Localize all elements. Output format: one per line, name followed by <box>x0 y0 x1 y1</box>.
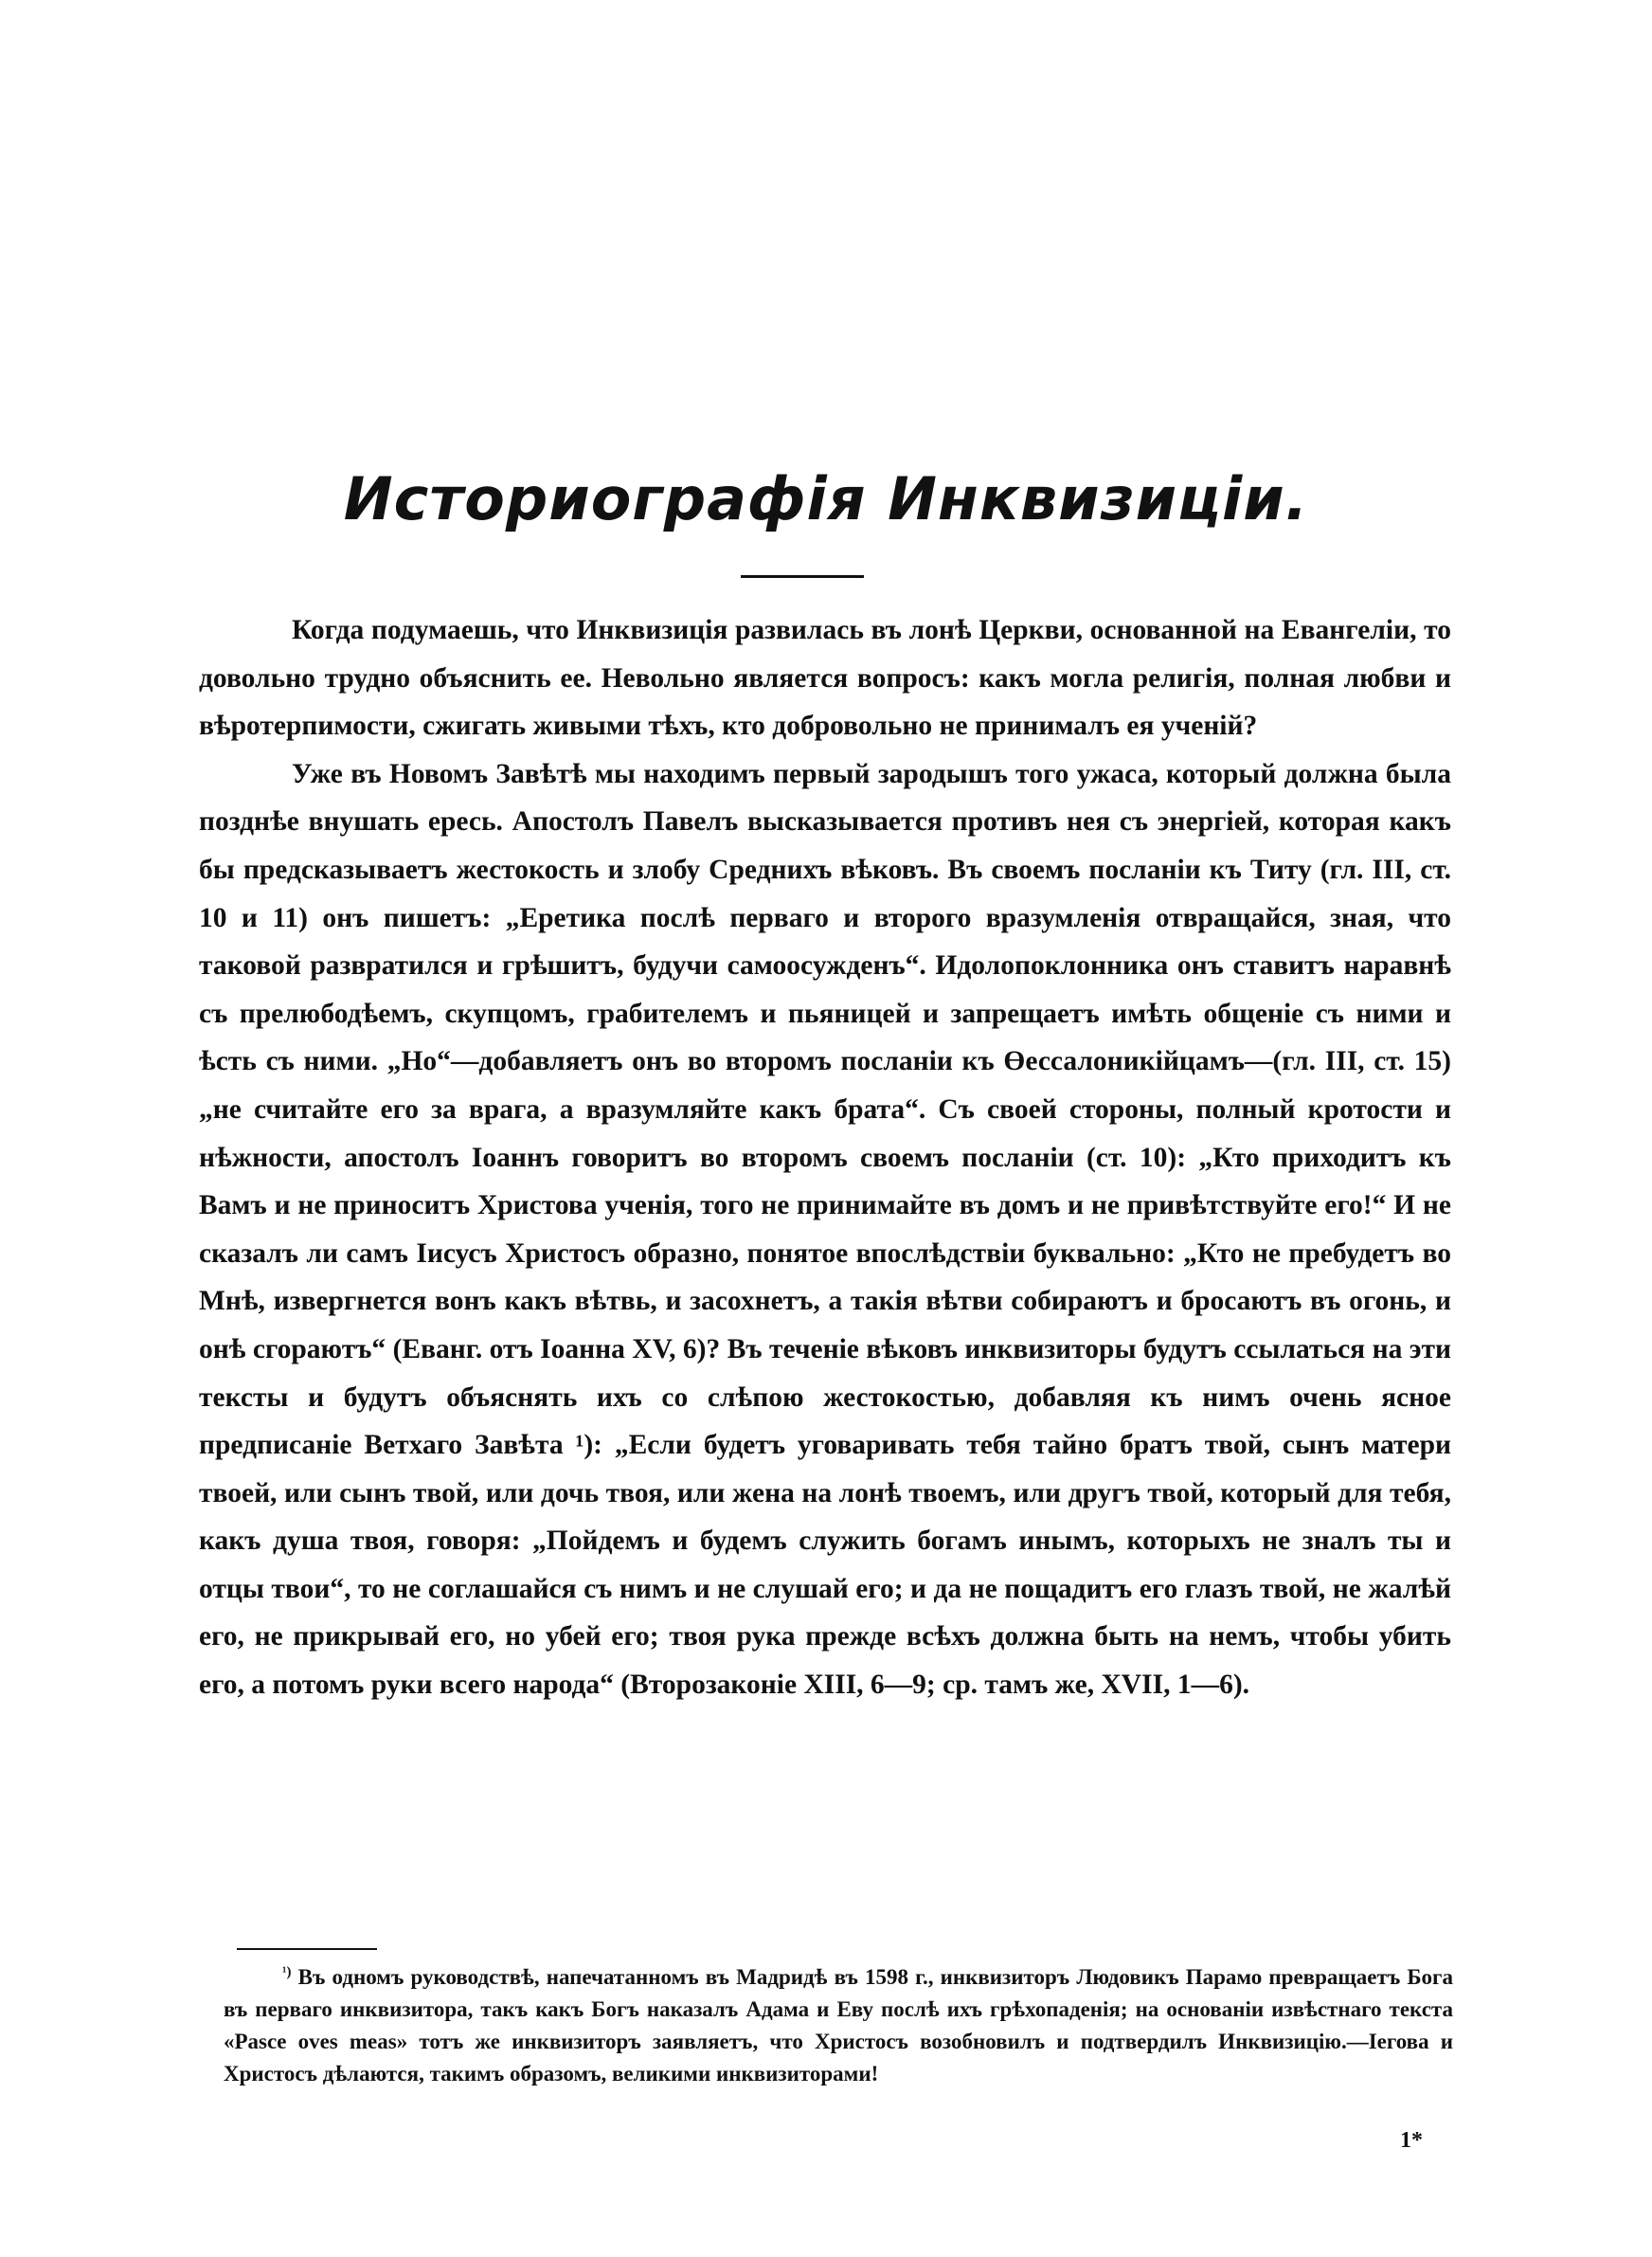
paragraph: Когда подумаешь, что Инквизиція развилась въ лонѣ Церкви, основанной на Евангеліи, то довольно трудно объяснить ее. Невольно является вопросъ: какъ могла религія, полная любви и вѣротерпимости, сжигать живыми тѣхъ, кто добровольно не принималъ ея ученій? <box>199 615 1451 742</box>
title-divider <box>741 575 864 578</box>
footnote-mark: ¹) <box>282 1964 292 1980</box>
signature-mark: 1* <box>1400 2128 1423 2153</box>
footnote-text: Въ одномъ руководствѣ, напечатанномъ въ Мадридѣ въ 1598 г., инквизиторъ Людовикъ Парамо превращаетъ Бога въ перваго инквизитора, такъ какъ Богъ наказалъ Адама и Еву послѣ ихъ грѣхопаденія; на основаніи извѣстнаго текста «Pasce oves meas» тотъ же инквизиторъ заявляетъ, что Христосъ возобновилъ и подтвердилъ Инквизицію.—Іегова и Христосъ дѣлаются, такимъ образомъ, великими инквизиторами! <box>224 1965 1453 2085</box>
footnote <box>224 1961 1453 2090</box>
footnote-divider <box>237 1948 377 1950</box>
paragraph: Уже въ Новомъ Завѣтѣ мы находимъ первый зародышъ того ужаса, который должна была позднѣе внушать ересь. Апостолъ Павелъ высказывается противъ нея съ энергіей, которая какъ бы предсказываетъ жестокость и злобу Среднихъ вѣковъ. Въ своемъ посланіи къ Титу (гл. III, ст. 10 и 11) онъ пишетъ: „Еретика послѣ перваго и второго вразумленія отвращайся, зная, что таковой развратился и грѣшитъ, будучи самоосужденъ“. Идолопоклонника онъ ставитъ наравнѣ съ прелюбодѣемъ, скупцомъ, грабителемъ и пьяницей и запрещаетъ имѣть общеніе съ ними и ѣсть съ ними. „Но“—добавляетъ онъ во второмъ посланіи къ Өессалоникійцамъ—(гл. III, ст. 15) „не считайте его за врага, а вразумляйте какъ брата“. Съ своей стороны, полный кротости и нѣжности, апостолъ Іоаннъ говоритъ во второмъ своемъ посланіи (ст. 10): „Кто приходитъ къ Вамъ и не приноситъ Христова ученія, того не принимайте въ домъ и не привѣтствуйте его!“ И не сказалъ ли самъ Іисусъ Христосъ образно, понятое впослѣдствіи буквально: „Кто не пребудетъ во Мнѣ, извергнется вонъ какъ вѣтвь, и засохнетъ, а такія вѣтви собираютъ и бросаютъ въ огонь, и онѣ сгораютъ“ (Еванг. отъ Іоанна XV, 6)? Въ теченіе вѣковъ инквизиторы будутъ ссылаться на эти тексты и будутъ объяснять ихъ со слѣпою жестокостью, добавляя къ нимъ очень ясное предписаніе Ветхаго Завѣта ¹): „Если будетъ уговаривать тебя тайно братъ твой, сынъ матери твоей, или сынъ твой, или дочь твоя, или жена на лонѣ твоемъ, или другъ твой, который для тебя, какъ душа твоя, говоря: „Пойдемъ и будемъ служить богамъ инымъ, которыхъ не зналъ ты и отцы твои“, то не соглашайся съ нимъ и не слушай его; и да не пощадитъ его глазъ твой, не жалѣй его, не прикрывай его, но убей его; твоя рука прежде всѣхъ должна быть на немъ, чтобы убить его, а потомъ руки всего народа“ (Второзаконіе XIII, 6—9; ср. тамъ же, XVII, 1—6). <box>199 758 1451 1701</box>
main-text <box>199 606 1451 1709</box>
page-title: Историографія Инквизиціи. <box>343 464 1309 533</box>
